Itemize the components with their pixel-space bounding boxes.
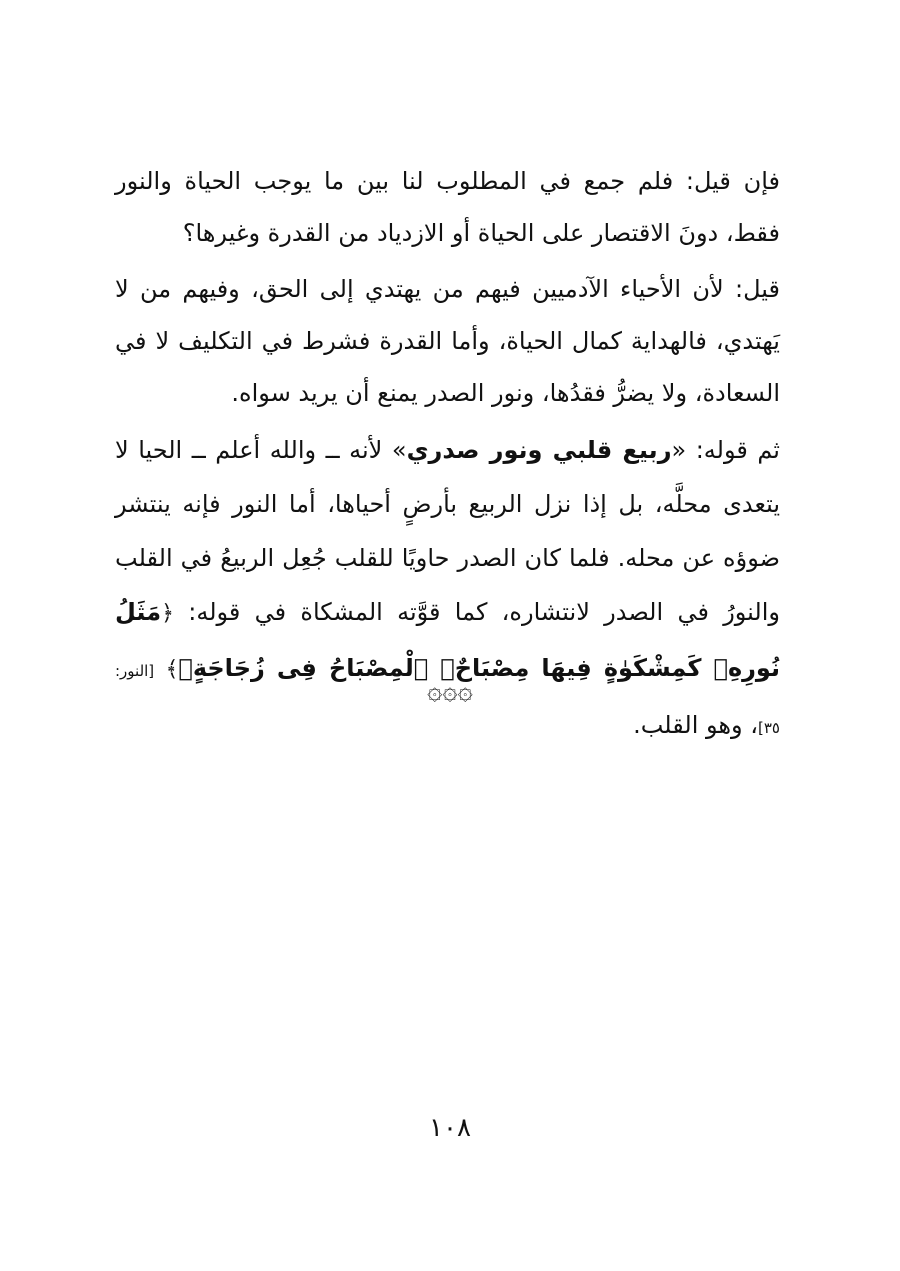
paragraph-answer: قيل: لأن الأحياء الآدميين فيهم من يهتدي إلى الحق، وفيهم من لا يَهتدي، فالهداية كمال الحياة، وأما القدرة فشرط في التكليف لا في السعادة، ولا يضرُّ فقدُها، ونور الصدر يمنع أن يريد سواه. [115,275,780,407]
paragraph-text-end: ، وهو القلب. [633,711,759,739]
ornament-icon: ۞ [427,676,443,706]
hadith-quote: ربيع قلبي ونور صدري [406,436,672,464]
paragraph-question: فإن قيل: فلم جمع في المطلوب لنا بين ما يوجب الحياة والنور فقط، دونَ الاقتصار على الحياة أو الازدياد من القدرة وغيرها؟ [115,167,780,247]
paragraph-text-start: ثم قوله: « [671,436,780,464]
quran-close-bracket: ﴾ [165,657,179,682]
quran-verse: مَثَلُ نُورِهِۦ كَمِشْكَوٰةٍ فِيهَا مِصْبَاحٌۖ ٱلْمِصْبَاحُ فِى زُجَاجَةٍۖ [115,598,780,682]
ornament-icon: ۞ [442,676,458,706]
section-separator [0,676,900,706]
quran-open-bracket: ﴿ [161,601,174,626]
page-number: ١٠٨ [429,1113,471,1143]
paragraph-text-middle: » لأنه ــ والله أعلم ــ الحيا لا يتعدى محلَّه، بل إذا نزل الربيع بأرضٍ أحياها، أما النور فإنه ينتشر ضوؤه عن محله. فلما كان الصدر حاويًا للقلب جُعِل الربيعُ في القلب والنورُ في الصدر لانتشاره، كما قوَّته المشكاة في قوله: [115,436,780,626]
verse-reference: [النور: ٣٥] [115,662,780,737]
ornament-icon: ۞ [457,676,473,706]
